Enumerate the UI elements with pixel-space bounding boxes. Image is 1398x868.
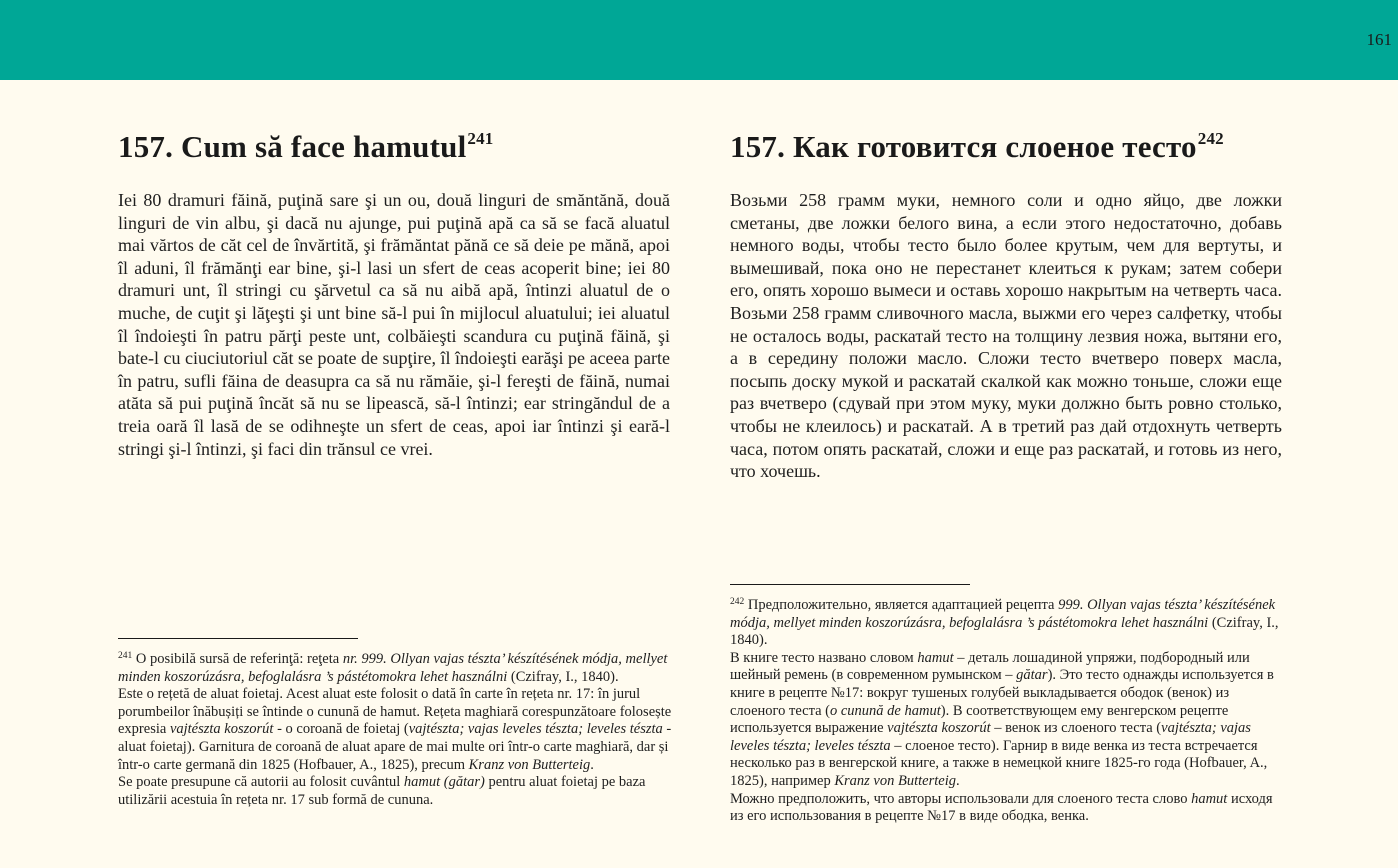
italic-citation: hamut: [917, 649, 954, 666]
header-bar: [0, 0, 1398, 80]
italic-citation: hamut: [1191, 790, 1228, 807]
footnote-text: – деталь лошадиной упряжи, подбородный или шейный ремень (в современном румынском –: [730, 649, 1250, 684]
footnote-reference[interactable]: 242: [1197, 129, 1224, 148]
footnote-paragraph: [118, 686, 674, 774]
recipe-body-romanian: Iei 80 dramuri făină, puţină sare şi un ou, două linguri de smăntănă, două linguri de vin albu, şi dacă nu ajunge, pui puţină apă ca să se facă aluatul mai vărtos de căt cel de învărtită, şi frămăntat pănă ce să deie pe mănă, apoi îl aduni, îl frămănţi ear bine, şi-l lasi un sfert de ceas acoperit bine; iei 80 dramuri unt, îl stringi cu şărvetul ca să nu aibă apă, întinzi aluatul de o muche, de cuţit şi lăţeşti şi unt bine să-l pui în mijlocul aluatului; iei aluatul îl îndoieşti în patru părţi peste unt, colbăieşti scandura cu puţină făină, şi bate-l cu ciuciutoriul căt se poate de supţire, îl îndoieşti earăşi pe aceea parte în patru, sufli făina de deasupra ca să nu rămăie, şi-l fereşti de făină, numai atăta să pui puţină încăt să nu se lipească, să-l întinzi; ear stringăndul de a treia oară îl lasă de se odihneşte un sfert de ceas, apoi iar întinzi şi eară-l stringi şi-l întinzi, şi faci din trănsul ce vrei.: [118, 190, 670, 459]
recipe-title-russian: [730, 125, 1282, 169]
footnote-romanian: [118, 651, 674, 809]
footnote-text: (Czifray, I., 1840).: [730, 614, 1279, 649]
footnote-paragraph: [118, 651, 674, 686]
footnote-reference[interactable]: 241: [467, 129, 494, 148]
footnote-text: Se poate presupune că autorii au folosit cuvântul: [118, 774, 404, 791]
page-number: 161: [1366, 30, 1392, 49]
footnote-paragraph: [730, 597, 1286, 650]
footnote-text: .: [590, 756, 594, 773]
italic-citation: vajtészta koszorút: [887, 720, 991, 737]
italic-citation: Kranz von Butterteig: [834, 772, 956, 789]
footnote-text: (Czifray, I., 1840).: [507, 668, 619, 685]
footnote-marker: 242: [730, 597, 745, 607]
italic-citation: vajtészta koszorút: [169, 721, 274, 738]
footnote-paragraph: [730, 650, 1286, 791]
footnote-text: Предположительно, является адаптацией рецепта: [744, 597, 1059, 613]
footnote-text: Можно предположить, что авторы использовали для слоеного теста слово: [730, 790, 1192, 807]
footnote-text: O posibilă sursă de referinţă: reţeta: [132, 651, 343, 667]
recipe-title-text: 157. Как готовится слоеное тесто: [730, 129, 1197, 164]
footnote-text: .: [955, 772, 960, 789]
footnote-russian: [730, 597, 1286, 826]
footnote-text: - aluat foietaj). Garnitura de coroană de aluat apare de mai multe ori într-o carte maghiară, dar și într-o carte germană din 1825 (Hofbauer, A., 1825), precum: [118, 721, 672, 773]
footnote-text: ). В соответствующем ему венгерском рецепте используется выражение: [730, 702, 1229, 737]
recipe-title-romanian: [118, 125, 670, 169]
footnote-text: В книге тесто названо словом: [730, 649, 918, 666]
footnote-text: – слоеное тесто). Гарнир в виде венка из теста встречается несколько раз в венгерской книге, а также в немецкой книге 1825-го года (Hofbauer, A., 1825), например: [730, 737, 1268, 789]
footnote-text: ). Это тесто однажды используется в книге в рецепте №17: вокруг тушеных голубей выкладывается ободок (венок) из слоеного теста (: [730, 667, 1274, 719]
recipe-column-russian: [730, 125, 1282, 483]
recipe-body-russian: Возьми 258 грамм муки, немного соли и одно яйцо, две ложки сметаны, две ложки белого вина, а если этого недостаточно, добавь немного воды, чтобы тесто было более крутым, чем для вертуты, и вымешивай, пока оно не перестанет клеиться к рукам; затем собери его, опять хорошо вымеси и оставь хорошо накрытым на четверть часа. Возьми 258 грамм сливочного масла, выжми его через салфетку, чтобы не осталось воды, раскатай тесто на толщину лезвия ножа, вытяни его, а в середину положи масло. Сложи тесто вчетверо поверх масла, посыпь доску мукой и раскатай скалкой как можно тоньше, сложи еще раз вчетверо (сдувай при этом муку, муки должно быть ровно столько, чтобы не клеилось) и раскатай. А в третий раз дай отдохнуть четверть часа, потом опять раскатай, сложи и еще раз раскатай, и готовь из него, что хочешь.: [730, 190, 1282, 482]
footnote-marker: 241: [118, 651, 133, 661]
italic-citation: 999. Ollyan vajas tészta’ készítésének módja, mellyet minden koszorúzásra, befoglalásra ’s pástétomokra lehet használni: [730, 597, 1276, 631]
italic-citation: gătar: [1016, 667, 1048, 684]
italic-citation: o cunună de hamut: [829, 702, 941, 719]
italic-citation: nr. 999. Ollyan vajas tészta’ készítésének módja, mellyet minden koszorúzásra, befoglalásra ’s pástétomokra lehet használni: [118, 651, 668, 685]
footnote-text: Este o rețetă de aluat foietaj. Acest aluat este folosit o dată în carte în rețeta nr. 17: în jurul porumbeilor înăbușiți se întinde o cunună de hamut. Rețeta maghiară corespunzătoare folosește expresia: [118, 686, 672, 738]
footnote-divider: [118, 638, 358, 639]
footnote-text: исходя из его использования в рецепте №17 в виде ободка, венка.: [730, 790, 1273, 825]
italic-citation: Kranz von Butterteig: [468, 756, 591, 773]
recipe-column-romanian: [118, 125, 670, 460]
footnote-text: - o coroană de foietaj (: [273, 721, 409, 738]
footnote-text: – венок из слоеного теста (: [990, 720, 1162, 737]
italic-citation: vajtészta; vajas leveles tészta; leveles tészta: [730, 720, 1251, 754]
recipe-title-text: 157. Cum să face hamutul: [118, 129, 467, 164]
footnote-paragraph: [118, 774, 674, 809]
footnote-divider: [730, 584, 970, 585]
italic-citation: vajtészta; vajas leveles tészta; leveles tészta: [408, 721, 663, 738]
footnote-paragraph: [730, 791, 1286, 826]
italic-citation: hamut (gătar): [403, 774, 485, 791]
footnote-text: pentru aluat foietaj pe baza utilizării acestuia în rețeta nr. 17 sub formă de cununa.: [118, 774, 646, 808]
